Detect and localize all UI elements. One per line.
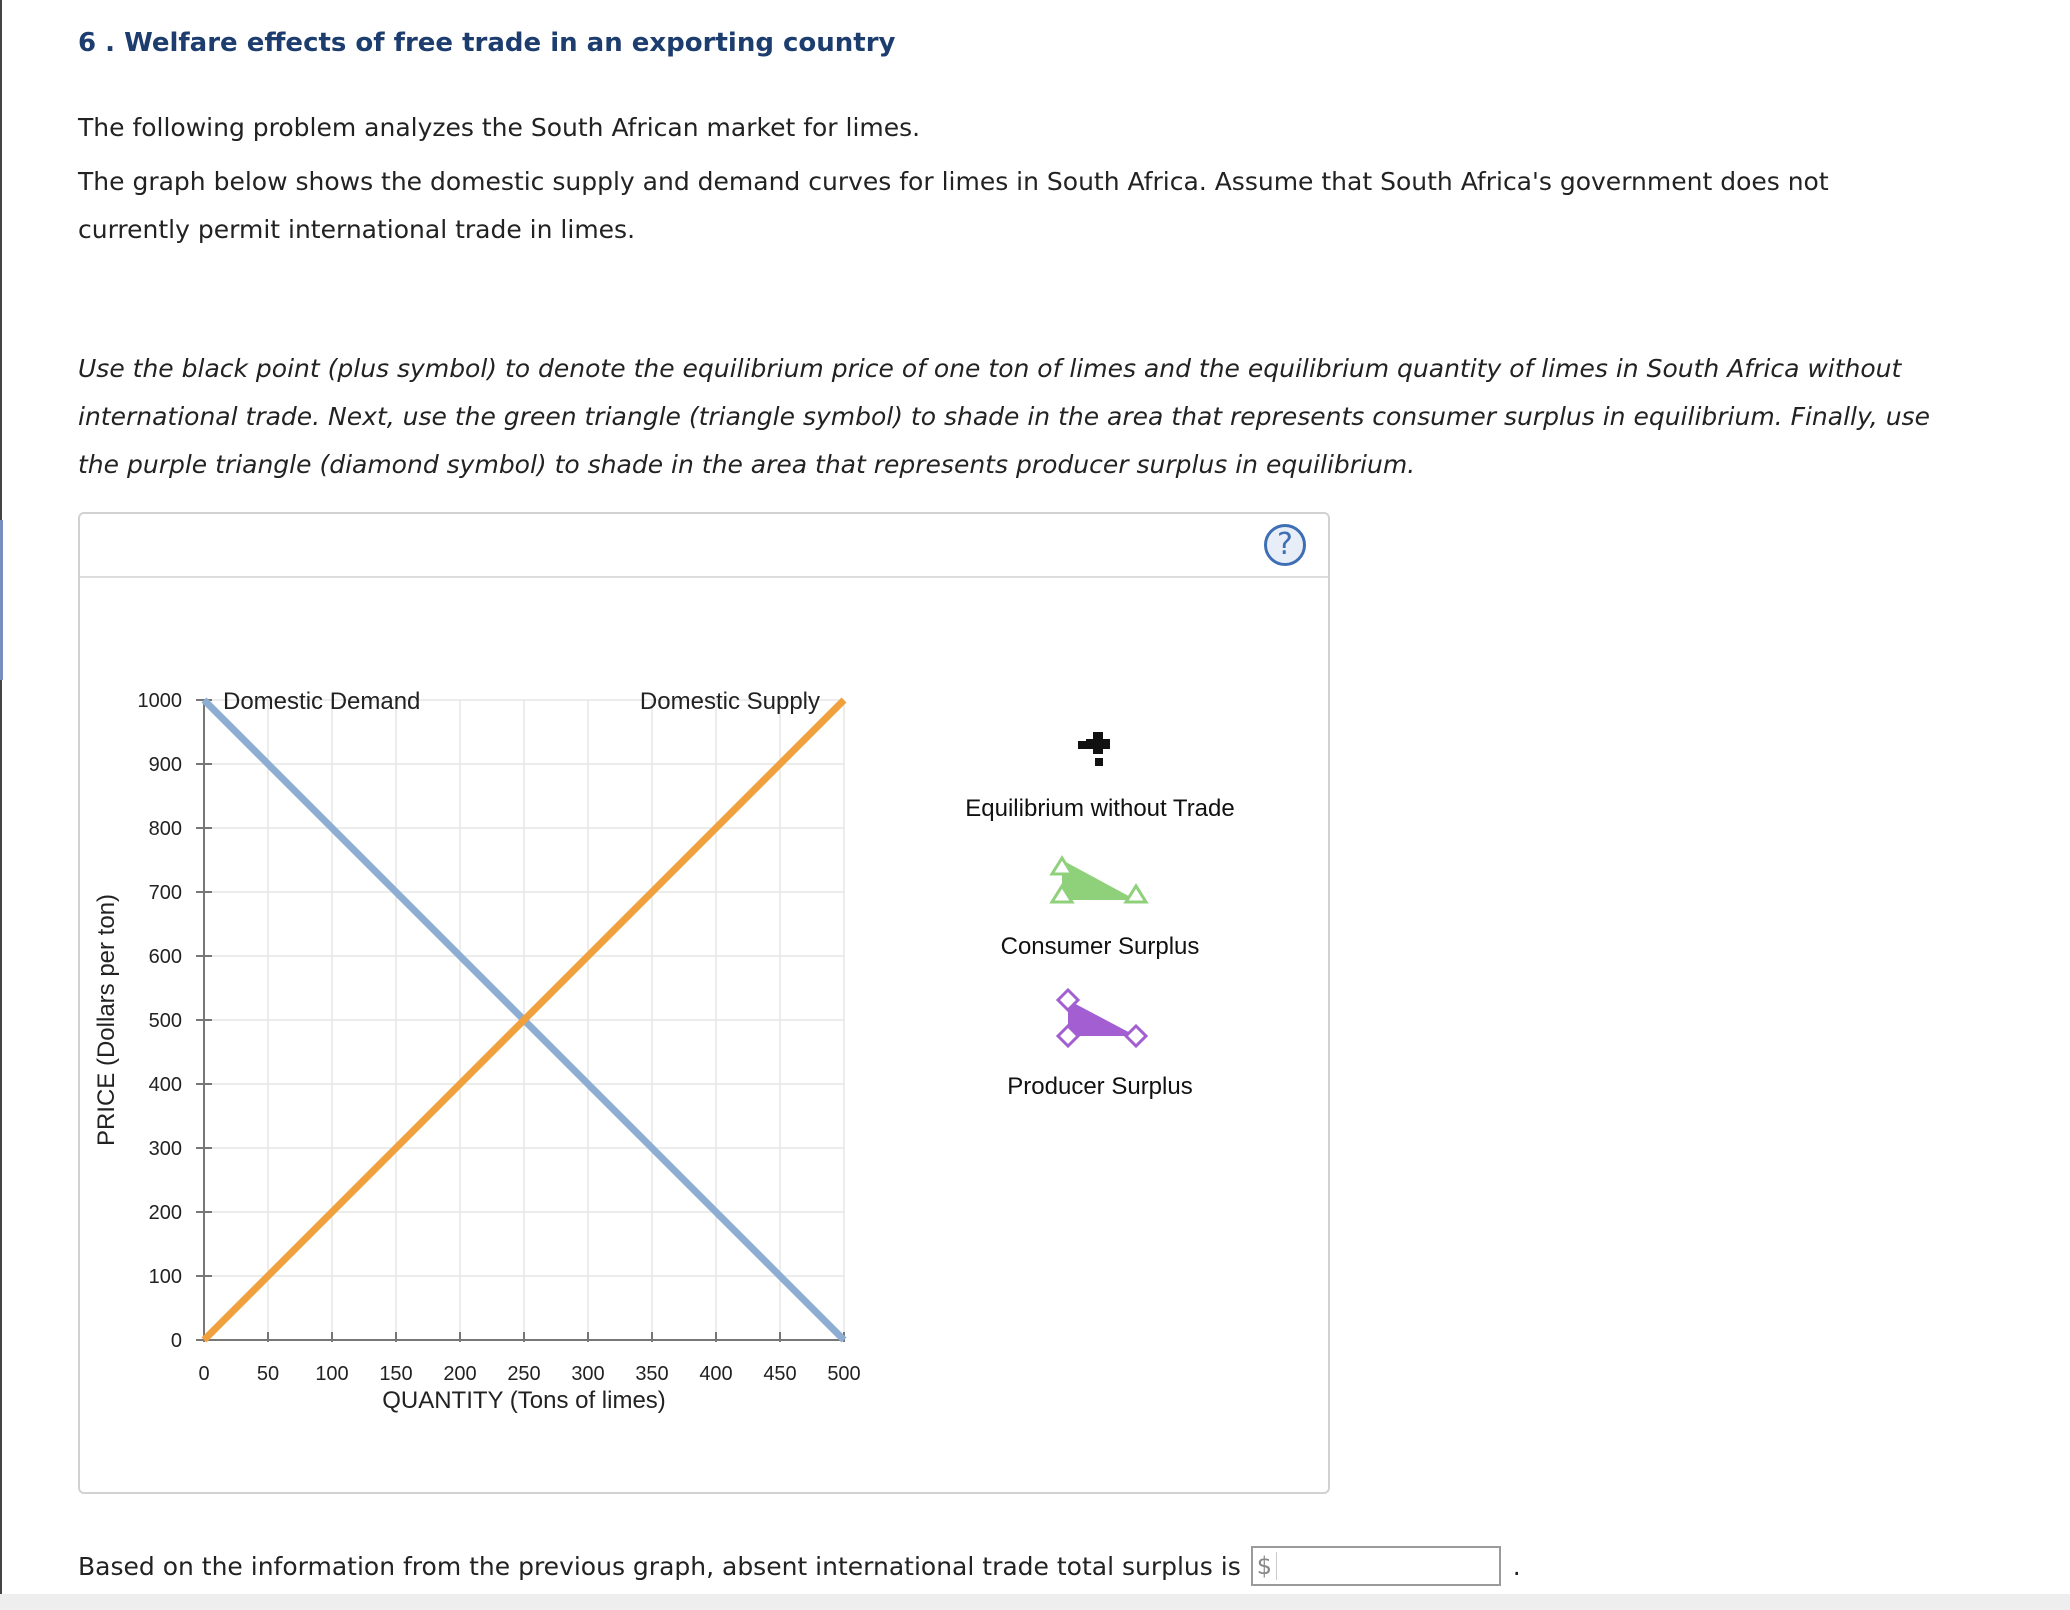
total-surplus-input[interactable]	[1277, 1548, 1481, 1584]
intro-text: The following problem analyzes the South African market for limes.	[78, 113, 921, 142]
x-tick-label: 450	[763, 1363, 797, 1385]
y-tick-label: 700	[148, 882, 182, 904]
x-axis-label: QUANTITY (Tons of limes)	[382, 1387, 666, 1414]
producer-surplus-tool-label: Producer Surplus	[1007, 1073, 1193, 1100]
x-tick-label: 500	[827, 1363, 861, 1385]
task-text: Use the black point (plus symbol) to denote the equilibrium price of one ton of limes and the equilibrium quantity of limes in South Africa without international trade. Next, use the green triangle (triangle symbol) to shade in the area that represents consumer surplus in equilibrium. Finally, use the purple triangle (diamond symbol) to shade in the area that represents producer surplus in equilibrium.	[78, 354, 1930, 479]
answer-prompt: Based on the information from the previous graph, absent international trade total surplus is	[78, 1551, 1241, 1581]
y-tick-label: 100	[148, 1266, 182, 1288]
supply-demand-graph[interactable]	[80, 514, 1330, 1494]
x-tick-label: 100	[315, 1363, 349, 1385]
x-tick-label: 150	[379, 1363, 413, 1385]
answer-suffix: .	[1512, 1551, 1521, 1581]
window-left-edge	[0, 0, 2, 1610]
x-tick-label: 350	[635, 1363, 669, 1385]
x-tick-label: 300	[571, 1363, 605, 1385]
dollar-sign: $	[1253, 1552, 1277, 1580]
help-button[interactable]: ?	[1264, 524, 1306, 566]
supply-curve-label: Domestic Supply	[639, 688, 820, 715]
plus-symbol-icon[interactable]	[1078, 732, 1110, 766]
y-tick-label: 600	[148, 946, 182, 968]
x-tick-label: 400	[699, 1363, 733, 1385]
y-tick-label: 500	[148, 1010, 182, 1032]
producer-surplus-tool[interactable]	[1007, 990, 1192, 1100]
y-tick-label: 800	[148, 818, 182, 840]
y-tick-label: 200	[148, 1202, 182, 1224]
diamond-symbol-icon[interactable]	[1058, 990, 1146, 1046]
consumer-surplus-tool[interactable]	[1001, 858, 1200, 960]
x-tick-label: 0	[198, 1363, 210, 1385]
x-tick-label: 250	[507, 1363, 541, 1385]
y-tick-label: 300	[148, 1138, 182, 1160]
answer-line	[78, 1546, 1521, 1586]
graph-panel	[78, 512, 1330, 1494]
question-title: 6 . Welfare effects of free trade in an exporting country	[78, 28, 896, 58]
x-tick-label: 50	[256, 1363, 280, 1385]
window-edge-mark	[0, 520, 3, 680]
y-tick-label: 900	[148, 754, 182, 776]
consumer-surplus-tool-label: Consumer Surplus	[1000, 933, 1200, 960]
y-axis-label: PRICE (Dollars per ton)	[93, 893, 120, 1147]
equilibrium-tool[interactable]	[965, 732, 1234, 822]
demand-curve-label: Domestic Demand	[223, 688, 421, 715]
triangle-symbol-icon[interactable]	[1052, 858, 1146, 902]
bottom-scroll-bar	[0, 1594, 2070, 1610]
x-tick-label: 200	[443, 1363, 477, 1385]
equilibrium-tool-label: Equilibrium without Trade	[965, 795, 1235, 822]
y-tick-label: 0	[170, 1330, 182, 1352]
y-tick-label: 400	[148, 1074, 182, 1096]
y-tick-label: 1000	[137, 690, 182, 712]
instructions-text: The graph below shows the domestic supply and demand curves for limes in South Africa. Assume that South Africa's government does not currently permit international trade in limes.	[78, 167, 1829, 244]
total-surplus-field[interactable]	[1251, 1546, 1501, 1586]
